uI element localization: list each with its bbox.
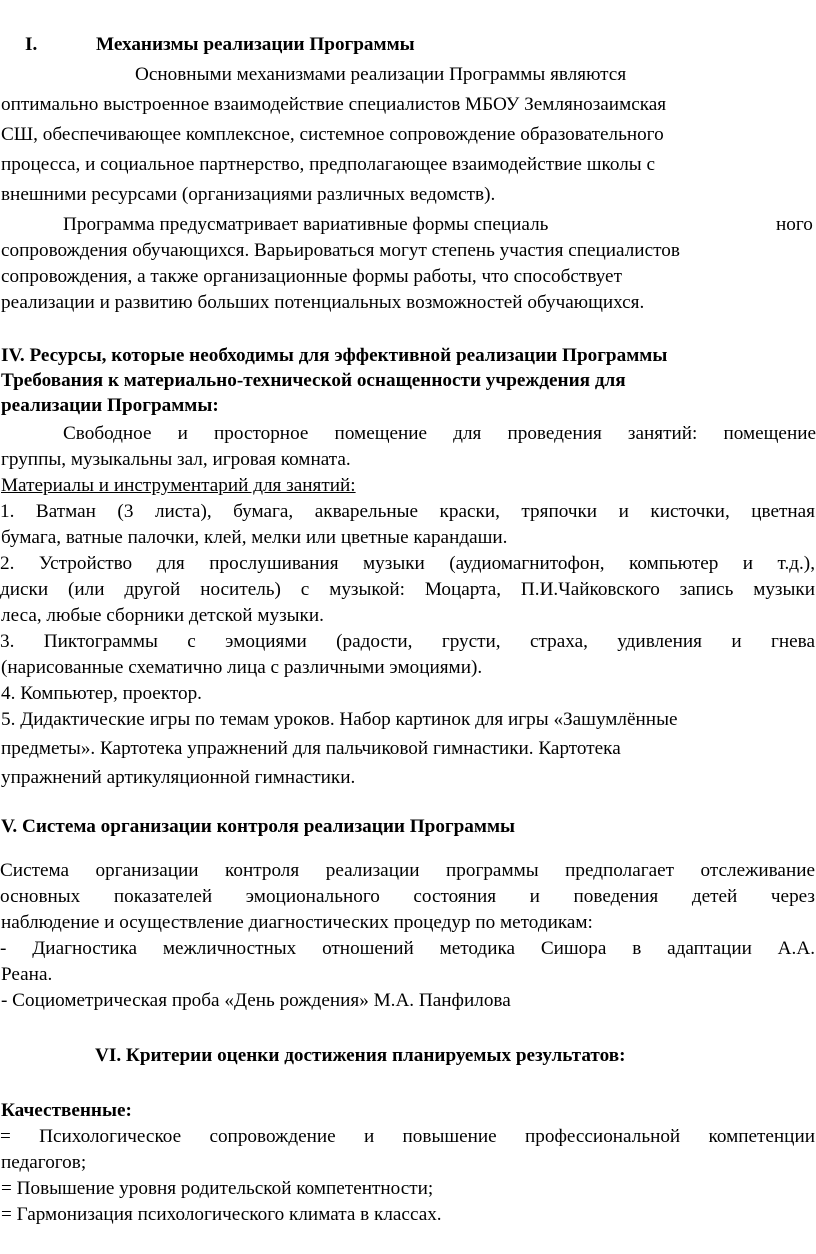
paragraph-line: - Диагностика межличностных отношений методика Сишора в адаптации А.А. — [0, 938, 815, 959]
list-item: леса, любые сборники детской музыки. — [1, 605, 324, 626]
section-title: Механизмы реализации Программы — [96, 34, 415, 55]
paragraph-line: Программа предусматривает вариативные формы специаль — [63, 214, 549, 235]
section-title: реализации Программы: — [1, 395, 219, 416]
paragraph-line: Система организации контроля реализации программы предполагает отслеживание — [0, 860, 815, 881]
paragraph-line: оптимально выстроенное взаимодействие специалистов МБОУ Землянозаимская — [1, 94, 667, 115]
materials-heading: Материалы и инструментарий для занятий: — [1, 475, 356, 496]
list-item: 5. Дидактические игры по темам уроков. Набор картинок для игры «Зашумлённые — [1, 709, 678, 730]
paragraph-line: Реана. — [1, 964, 53, 985]
paragraph-line: Свободное и просторное помещение для проведения занятий: помещение — [63, 423, 816, 444]
list-item: диски (или другой носитель) с музыкой: Моцарта, П.И.Чайковского запись музыки — [0, 579, 815, 600]
section-title: Требования к материально-технической оснащенности учреждения для — [1, 370, 626, 391]
list-item: 2. Устройство для прослушивания музыки (аудиомагнитофон, компьютер и т.д.), — [0, 553, 815, 574]
paragraph-line: реализации и развитию больших потенциальных возможностей обучающихся. — [1, 292, 645, 313]
paragraph-line: основных показателей эмоционального состояния и поведения детей через — [0, 886, 815, 907]
list-item: бумага, ватные палочки, клей, мелки или цветные карандаши. — [1, 527, 508, 548]
list-item: предметы». Картотека упражнений для пальчиковой гимнастики. Картотека — [1, 738, 621, 759]
paragraph-line: внешними ресурсами (организациями различных ведомств). — [1, 184, 496, 205]
paragraph-line: группы, музыкальны зал, игровая комната. — [1, 449, 351, 470]
list-item: (нарисованные схематично лица с различными эмоциями). — [1, 657, 483, 678]
list-item: 3. Пиктограммы с эмоциями (радости, грусти, страха, удивления и гнева — [0, 631, 815, 652]
section-title: VI. Критерии оценки достижения планируемых результатов: — [95, 1045, 626, 1066]
paragraph-line: СШ, обеспечивающее комплексное, системное сопровождение образовательного — [1, 124, 664, 145]
paragraph-line: Основными механизмами реализации Программы являются — [135, 64, 627, 85]
list-item: 1. Ватман (3 листа), бумага, акварельные краски, тряпочки и кисточки, цветная — [0, 501, 815, 522]
list-item: педагогов; — [1, 1152, 87, 1173]
paragraph-line: процесса, и социальное партнерство, предполагающее взаимодействие школы с — [1, 154, 655, 175]
qualitative-heading: Качественные: — [1, 1100, 132, 1121]
list-item: 4. Компьютер, проектор. — [1, 683, 202, 704]
list-item: упражнений артикуляционной гимнастики. — [1, 767, 356, 788]
paragraph-line: ного — [776, 214, 813, 235]
section-number: I. — [25, 34, 38, 55]
paragraph-line: наблюдение и осуществление диагностических процедур по методикам: — [1, 912, 593, 933]
paragraph-line: сопровождения, а также организационные формы работы, что способствует — [1, 266, 622, 287]
section-title: IV. Ресурсы, которые необходимы для эффективной реализации Программы — [1, 345, 668, 366]
paragraph-line: сопровождения обучающихся. Варьироваться могут степень участия специалистов — [1, 240, 680, 261]
list-item: = Психологическое сопровождение и повышение профессиональной компетенции — [0, 1126, 815, 1147]
list-item: = Повышение уровня родительской компетентности; — [1, 1178, 434, 1199]
paragraph-line: - Социометрическая проба «День рождения» М.А. Панфилова — [1, 990, 511, 1011]
list-item: = Гармонизация психологического климата в классах. — [1, 1204, 442, 1225]
section-title: V. Система организации контроля реализации Программы — [1, 816, 516, 837]
